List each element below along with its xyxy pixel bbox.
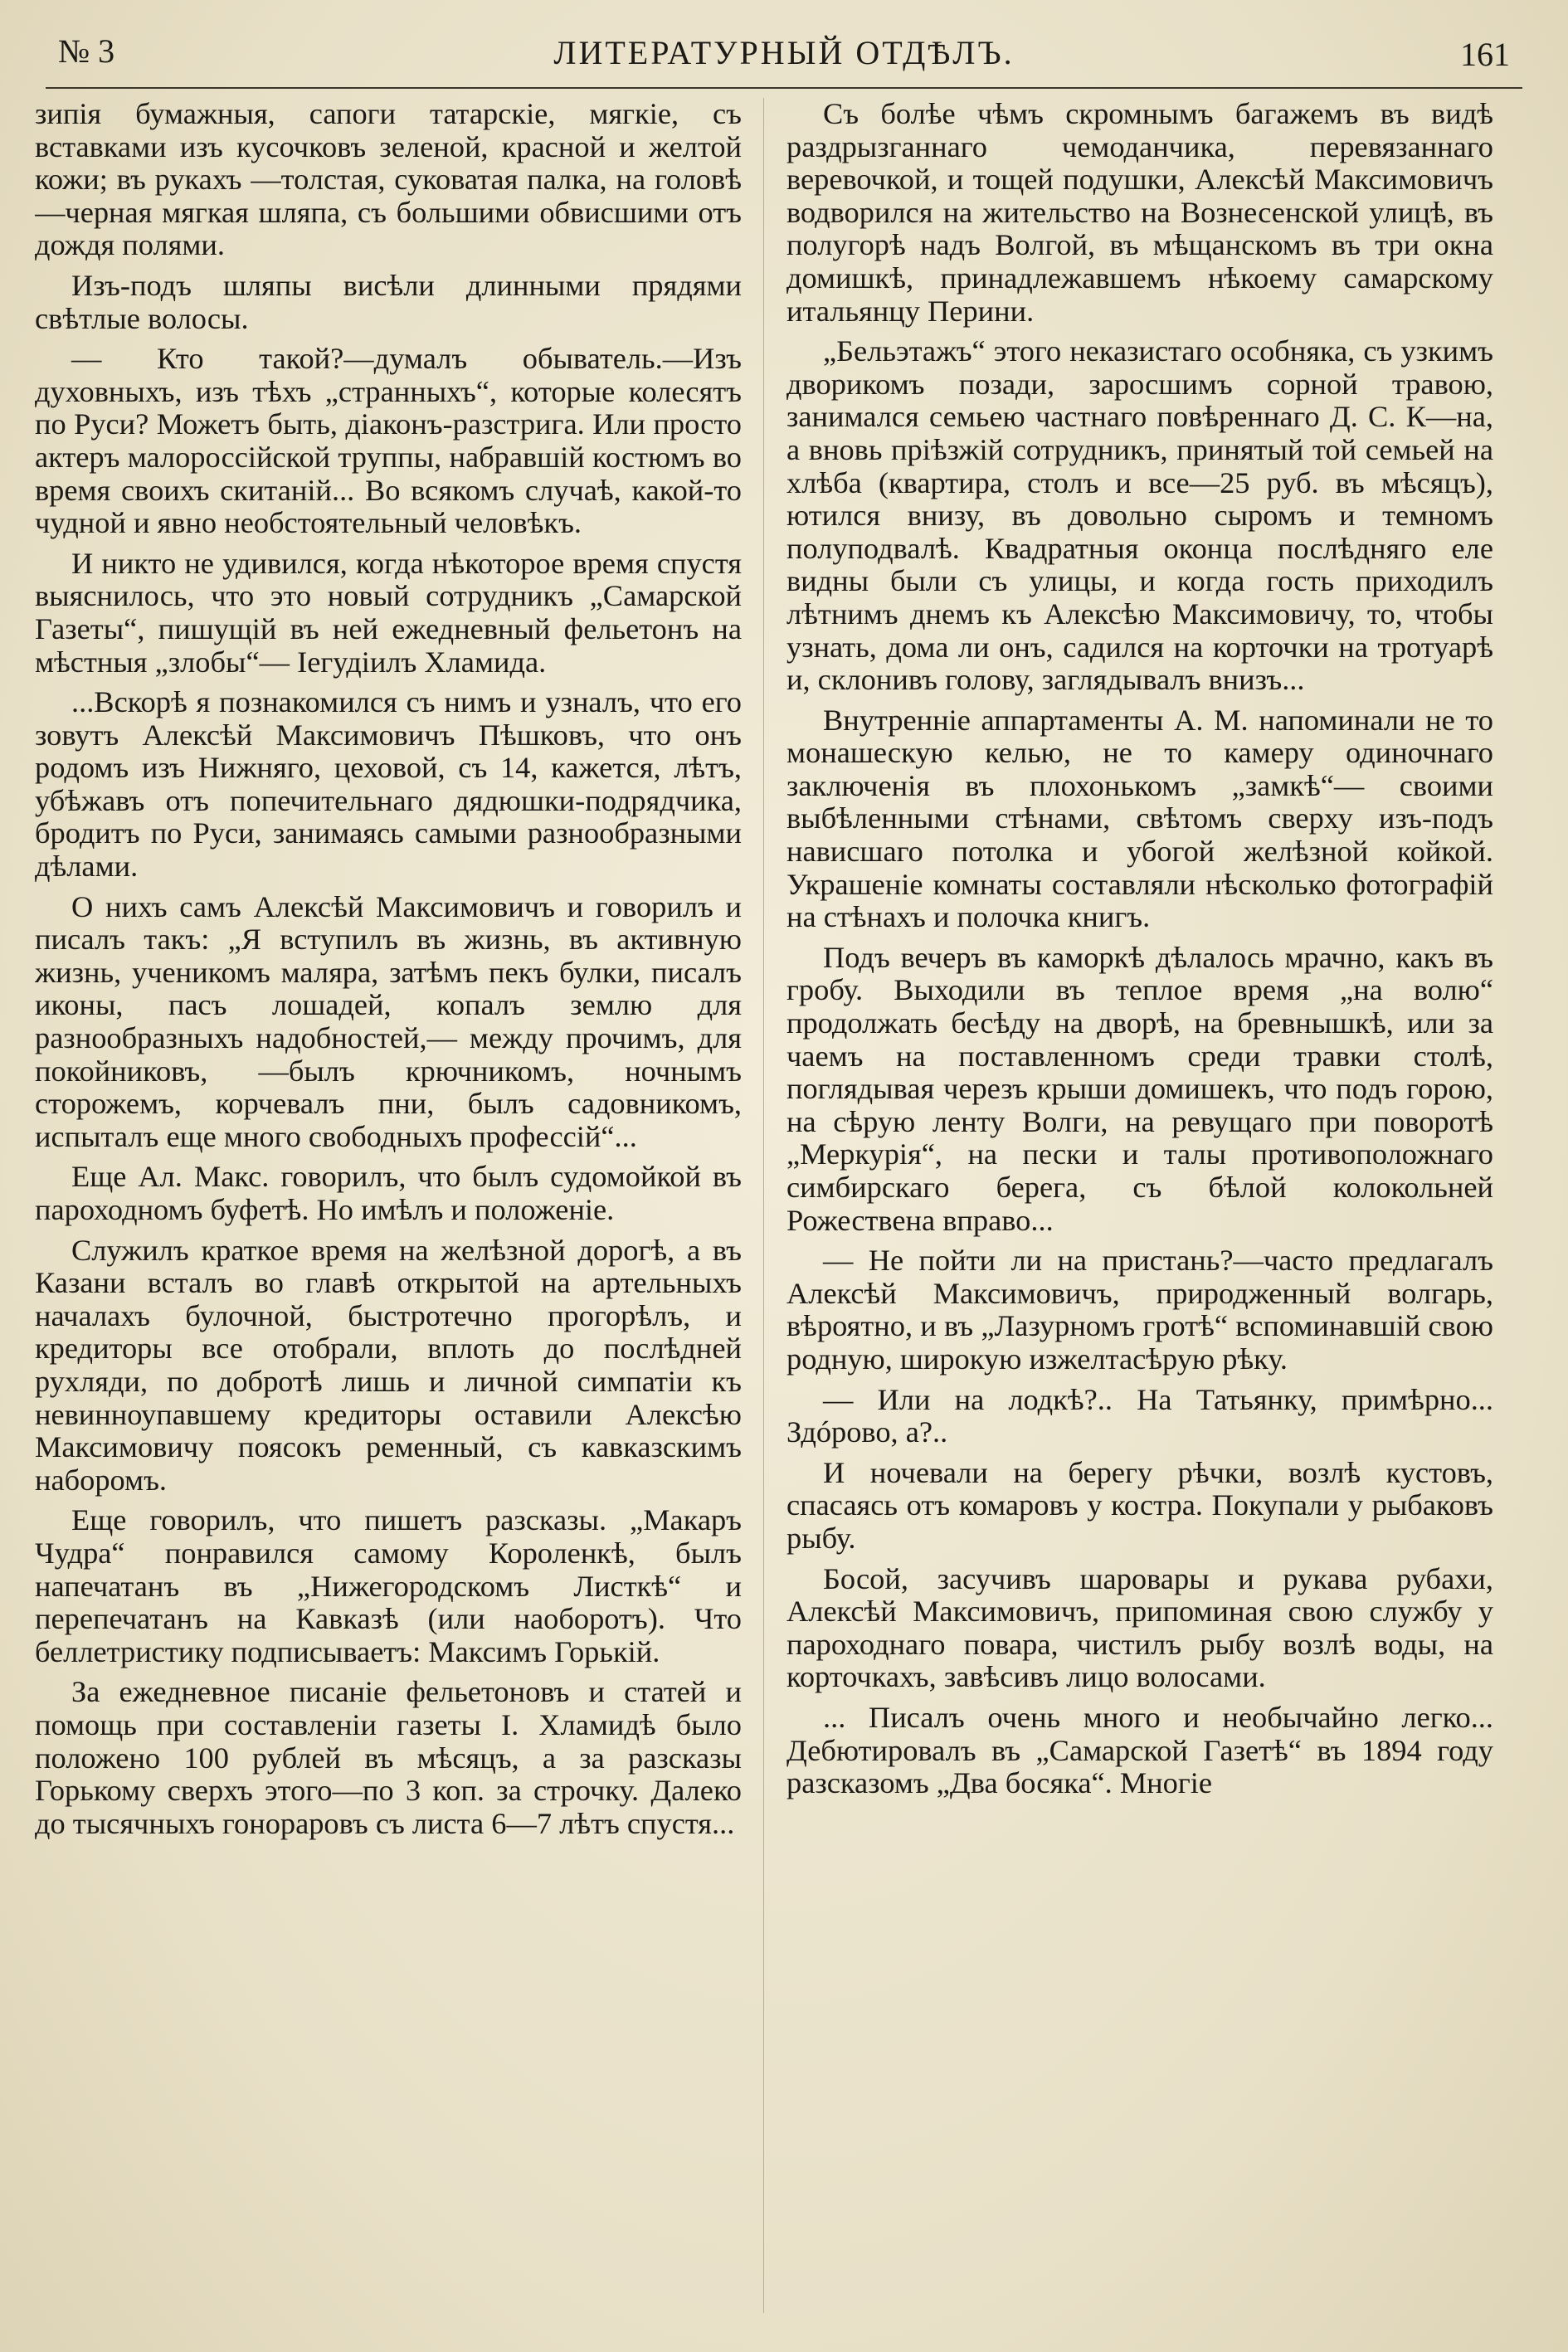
paragraph: „Бельэтажъ“ этого неказистаго особняка, съ узкимъ дворикомъ позади, заросшимъ сорной травою, занимался семьею частнаго повѣреннаго Д. С. К—на, а вновь пріѣзжій сотрудникъ, принятый той семьей на хлѣба (квартира, столъ и все—25 руб. въ мѣсяцъ), ютился внизу, въ довольно сыромъ и темномъ полуподвалѣ. Квадратныя оконца послѣдняго еле видны были съ улицы, и когда гость приходилъ лѣтнимъ днемъ къ Алексѣю Максимовичу, то, чтобы узнать, дома ли онъ, садился на корточки на тротуарѣ и, склонивъ голову, заглядывалъ внизъ... — [786, 334, 1493, 697]
paragraph: За ежедневное писаніе фельетоновъ и статей и помощь при составленіи газеты І. Хламидѣ было положено 100 рублей въ мѣсяцъ, а за разсказы Горькому сверхъ этого—по 3 коп. за строчку. Далеко до тысячныхъ гонораровъ съ листа 6—7 лѣтъ спустя... — [35, 1675, 742, 1840]
paragraph: Подъ вечеръ въ каморкѣ дѣлалось мрачно, какъ въ гробу. Выходили въ теплое время „на волю“ продолжать бесѣду на дворѣ, на бревнышкѣ, или за чаемъ на поставленномъ среди травки столѣ, поглядывая черезъ крыши домишекъ, что подъ горою, на сѣрую ленту Волги, на ревущаго при поворотѣ „Меркурія“, на пески и талы противоположнаго симбирскаго берега, съ бѣлой колокольней Рожествена вправо... — [786, 940, 1493, 1237]
page-number: 161 — [1460, 36, 1510, 73]
text-column-left — [35, 98, 742, 2330]
paragraph: Еще Ал. Макс. говорилъ, что былъ судомойкой въ пароходномъ буфетѣ. Но имѣлъ и положеніе. — [35, 1160, 742, 1226]
paragraph: ... Писалъ очень много и необычайно легко... Дебютировалъ въ „Самарской Газетѣ“ въ 1894 году разсказомъ „Два босяка“. Многіе — [786, 1700, 1493, 1800]
paragraph: зипія бумажныя, сапоги татарскіе, мягкіе, съ вставками изъ кусочковъ зеленой, красной и желтой кожи; въ рукахъ —толстая, суковатая палка, на головѣ—черная мягкая шляпа, съ большими обвисшими отъ дождя полями. — [35, 98, 742, 262]
text-column-right — [786, 98, 1493, 2330]
paragraph: Изъ-подъ шляпы висѣли длинными прядями свѣтлые волосы. — [35, 268, 742, 335]
issue-number: № 3 — [58, 32, 115, 70]
paragraph: — Или на лодкѣ?.. На Татьянку, примѣрно... Здóрово, а?.. — [786, 1382, 1493, 1449]
paragraph: И ночевали на берегу рѣчки, возлѣ кустовъ, спасаясь отъ комаровъ у костра. Покупали у рыбаковъ рыбу. — [786, 1455, 1493, 1555]
paragraph: Босой, засучивъ шаровары и рукава рубахи, Алексѣй Максимовичъ, припоминая свою службу у пароходнаго повара, чистилъ рыбу возлѣ воды, на корточкахъ, завѣсивъ лицо волосами. — [786, 1561, 1493, 1694]
paragraph: И никто не удивился, когда нѣкоторое время спустя выяснилось, что это новый сотрудникъ „Самарской Газеты“, пишущій въ ней ежедневный фельетонъ на мѣстныя „злобы“— Іегудіилъ Хламида. — [35, 546, 742, 679]
paragraph: — Кто такой?—думалъ обыватель.—Изъ духовныхъ, изъ тѣхъ „странныхъ“, которые колесятъ по Руси? Можетъ быть, діаконъ-разстрига. Или просто актеръ малороссійской труппы, набравшій костюмъ во время своихъ скитаній... Во всякомъ случаѣ, какой-то чудной и явно необстоятельный человѣкъ. — [35, 342, 742, 540]
paragraph: Служилъ краткое время на желѣзной дорогѣ, а въ Казани всталъ во главѣ открытой на артельныхъ началахъ булочной, быстротечно прогорѣлъ, и кредиторы все отобрали, вплоть до послѣдней рухляди, по добротѣ лишь и личной симпатіи къ невинноупавшему кредиторы оставили Алексѣю Максимовичу поясокъ ременный, съ кавказскимъ наборомъ. — [35, 1233, 742, 1497]
section-title: ЛИТЕРАТУРНЫЙ ОТДѢЛЪ. — [553, 34, 1015, 71]
paragraph: ...Вскорѣ я познакомился съ нимъ и узналъ, что его зовутъ Алексѣй Максимовичъ Пѣшковъ, что онъ родомъ изъ Нижняго, цеховой, съ 14, кажется, лѣтъ, убѣжавъ отъ попечительнаго дядюшки-подрядчика, бродитъ по Руси, занимаясь самыми разнообразными дѣлами. — [35, 685, 742, 884]
paragraph: Еще говорилъ, что пишетъ разсказы. „Макаръ Чудра“ понравился самому Короленкѣ, былъ напечатанъ въ „Нижегородскомъ Листкѣ“ и перепечатанъ на Кавказѣ (или наоборотъ). Что беллетристику подписываетъ: Максимъ Горькій. — [35, 1503, 742, 1668]
paragraph: Съ болѣе чѣмъ скромнымъ багажемъ въ видѣ раздрызганнаго чемоданчика, перевязаннаго веревочкой, и тощей подушки, Алексѣй Максимовичъ водворился на жительство на Вознесенской улицѣ, въ полугорѣ надъ Волгой, въ мѣщанскомъ въ три окна домишкѣ, принадлежавшемъ нѣкоему самарскому итальянцу Перини. — [786, 98, 1493, 328]
column-divider — [763, 98, 764, 2313]
paragraph: О нихъ самъ Алексѣй Максимовичъ и говорилъ и писалъ такъ: „Я вступилъ въ жизнь, въ активную жизнь, ученикомъ маляра, затѣмъ пекъ булки, писалъ иконы, пасъ лошадей, копалъ землю для разнообразныхъ надобностей,— между прочимъ, для покойниковъ, —былъ крючникомъ, ночнымъ сторожемъ, корчевалъ пни, былъ садовникомъ, испыталъ еще много свободныхъ профессій“... — [35, 889, 742, 1153]
paragraph: — Не пойти ли на пристань?—часто предлагалъ Алексѣй Максимовичъ, природженный волгарь, вѣроятно, и въ „Лазурномъ гротѣ“ вспоминавшій свою родную, широкую изжелтасѣрую рѣку. — [786, 1244, 1493, 1376]
running-header — [58, 32, 1510, 81]
paragraph: Внутренніе аппартаменты А. М. напоминали не то монашескую келью, не то камеру одиночнаго заключенія въ плохонькомъ „замкѣ“— своими выбѣленными стѣнами, свѣтомъ сверху изъ-подъ нависшаго потолка и убогой желѣзной койкой. Украшеніе комнаты составляли нѣсколько фотографій на стѣнахъ и полочка книгъ. — [786, 703, 1493, 934]
header-rule — [46, 87, 1522, 89]
